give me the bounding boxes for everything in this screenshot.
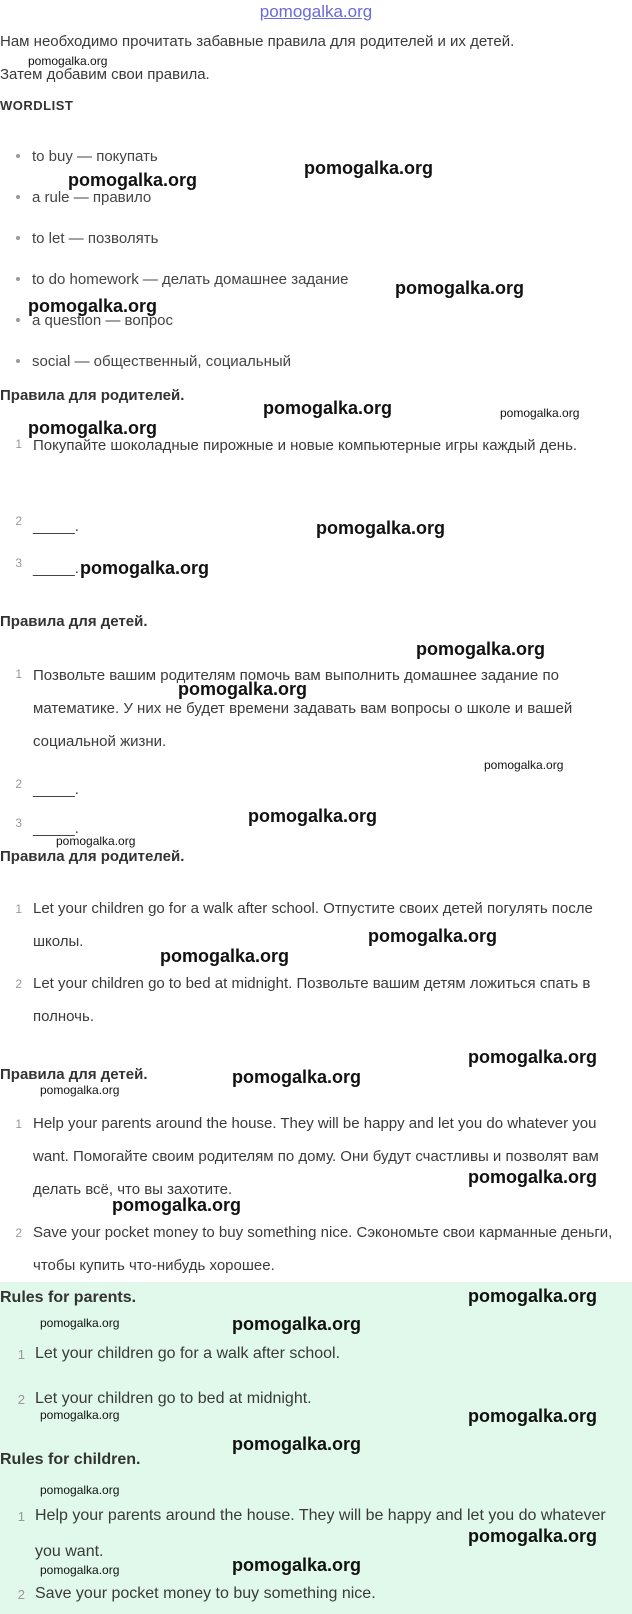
watermark: pomogalka.org bbox=[468, 1406, 598, 1426]
wordlist-item: to do homework — делать домашнее задание bbox=[16, 271, 349, 288]
watermark: pomogalka.org bbox=[112, 1195, 242, 1215]
watermark: pomogalka.org bbox=[40, 1408, 120, 1422]
wordlist-title: WORDLIST bbox=[0, 98, 74, 113]
watermark: pomogalka.org bbox=[28, 54, 108, 68]
section-title: Правила для родителей. bbox=[0, 848, 185, 865]
watermark: pomogalka.org bbox=[468, 1286, 598, 1306]
item-number: 1 bbox=[15, 667, 22, 681]
watermark: pomogalka.org bbox=[40, 1083, 120, 1097]
section-title: Правила для родителей. bbox=[0, 387, 185, 404]
watermark: pomogalka.org bbox=[178, 679, 308, 699]
watermark: pomogalka.org bbox=[232, 1555, 362, 1575]
item-number: 1 bbox=[17, 1347, 25, 1362]
wordlist-item: to buy — покупать bbox=[16, 148, 158, 165]
item-number: 1 bbox=[15, 437, 22, 451]
watermark: pomogalka.org bbox=[316, 518, 446, 538]
watermark: pomogalka.org bbox=[28, 418, 158, 438]
item-number: 2 bbox=[15, 777, 22, 791]
section-title: Правила для детей. bbox=[0, 613, 148, 630]
watermark: pomogalka.org bbox=[416, 639, 546, 659]
watermark: pomogalka.org bbox=[484, 758, 564, 772]
watermark: pomogalka.org bbox=[232, 1067, 362, 1087]
watermark: pomogalka.org bbox=[500, 406, 580, 420]
watermark: pomogalka.org bbox=[68, 170, 198, 190]
answer-item-text: Help your parents around the house. They will be happy and let you do whatever you want. bbox=[35, 1507, 606, 1560]
item-number: 2 bbox=[15, 1226, 22, 1240]
item-number: 1 bbox=[17, 1509, 25, 1524]
item-number: 2 bbox=[15, 514, 22, 528]
list-item-text: Let your children go for a walk after school. Отпустите своих детей погулять после школы. bbox=[33, 900, 593, 950]
item-number: 2 bbox=[15, 977, 22, 991]
wordlist-item: to let — позволять bbox=[16, 230, 158, 247]
watermark: pomogalka.org bbox=[468, 1047, 598, 1067]
list-item-text: _____. bbox=[33, 820, 79, 837]
watermark: pomogalka.org bbox=[28, 296, 158, 316]
list-item-text: Покупайте шоколадные пирожные и новые компьютерные игры каждый день. bbox=[33, 437, 578, 454]
answer-item-text: Save your pocket money to buy something nice. bbox=[35, 1585, 376, 1602]
wordlist-item: a question — вопрос bbox=[16, 312, 173, 329]
bullet-icon bbox=[16, 195, 20, 199]
list-item-text: _____. bbox=[33, 560, 79, 577]
item-number: 2 bbox=[17, 1587, 25, 1602]
list-item-text: Save your pocket money to buy something nice. Сэкономьте свои карманные деньги, чтобы купить что-нибудь хорошее. bbox=[33, 1224, 613, 1274]
watermark: pomogalka.org bbox=[263, 398, 393, 418]
watermark: pomogalka.org bbox=[232, 1434, 362, 1454]
watermark: pomogalka.org bbox=[80, 558, 210, 578]
watermark: pomogalka.org bbox=[248, 806, 378, 826]
bullet-icon bbox=[16, 277, 20, 281]
watermark: pomogalka.org bbox=[468, 1526, 598, 1546]
bullet-icon bbox=[16, 236, 20, 240]
answer-children-title: Rules for children. bbox=[0, 1451, 141, 1468]
section-title: Правила для детей. bbox=[0, 1066, 148, 1083]
bullet-icon bbox=[16, 359, 20, 363]
wordlist-item: a rule — правило bbox=[16, 189, 151, 206]
intro-line-1: Нам необходимо прочитать забавные правила для родителей и их детей. bbox=[0, 33, 515, 50]
watermark: pomogalka.org bbox=[468, 1167, 598, 1187]
intro-line-2: Затем добавим свои правила. bbox=[0, 66, 210, 83]
list-item-text: _____. bbox=[33, 518, 79, 535]
watermark: pomogalka.org bbox=[368, 926, 498, 946]
item-number: 3 bbox=[15, 816, 22, 830]
watermark: pomogalka.org bbox=[395, 278, 525, 298]
answer-item-text: Let your children go to bed at midnight. bbox=[35, 1390, 312, 1407]
item-number: 1 bbox=[15, 902, 22, 916]
item-number: 2 bbox=[17, 1392, 25, 1407]
watermark: pomogalka.org bbox=[56, 834, 136, 848]
watermark: pomogalka.org bbox=[232, 1314, 362, 1334]
site-watermark-header[interactable]: pomogalka.org bbox=[259, 2, 373, 21]
watermark: pomogalka.org bbox=[40, 1483, 120, 1497]
answer-item-text: Let your children go for a walk after school. bbox=[35, 1345, 341, 1362]
watermark: pomogalka.org bbox=[40, 1316, 120, 1330]
item-number: 3 bbox=[15, 556, 22, 570]
bullet-icon bbox=[16, 154, 20, 158]
wordlist-item: social — общественный, социальный bbox=[16, 353, 291, 370]
list-item-text: Help your parents around the house. They will be happy and let you do whatever you want. Помогайте своим родителям по дому. Они будут счастливы и позволят вам делать всё, что вы захотите. bbox=[33, 1115, 599, 1198]
list-item-text: _____. bbox=[33, 781, 79, 798]
list-item-text: Let your children go to bed at midnight. Позвольте вашим детям ложиться спать в полночь. bbox=[33, 975, 591, 1025]
bullet-icon bbox=[16, 318, 20, 322]
watermark: pomogalka.org bbox=[304, 158, 434, 178]
watermark: pomogalka.org bbox=[160, 946, 290, 966]
watermark: pomogalka.org bbox=[40, 1563, 120, 1577]
answer-parents-title: Rules for parents. bbox=[0, 1289, 137, 1306]
item-number: 1 bbox=[15, 1117, 22, 1131]
list-item-text: Позвольте вашим родителям помочь вам выполнить домашнее задание по математике. У них не будет времени задавать вам вопросы о школе и вашей социальной жизни. bbox=[33, 667, 573, 750]
